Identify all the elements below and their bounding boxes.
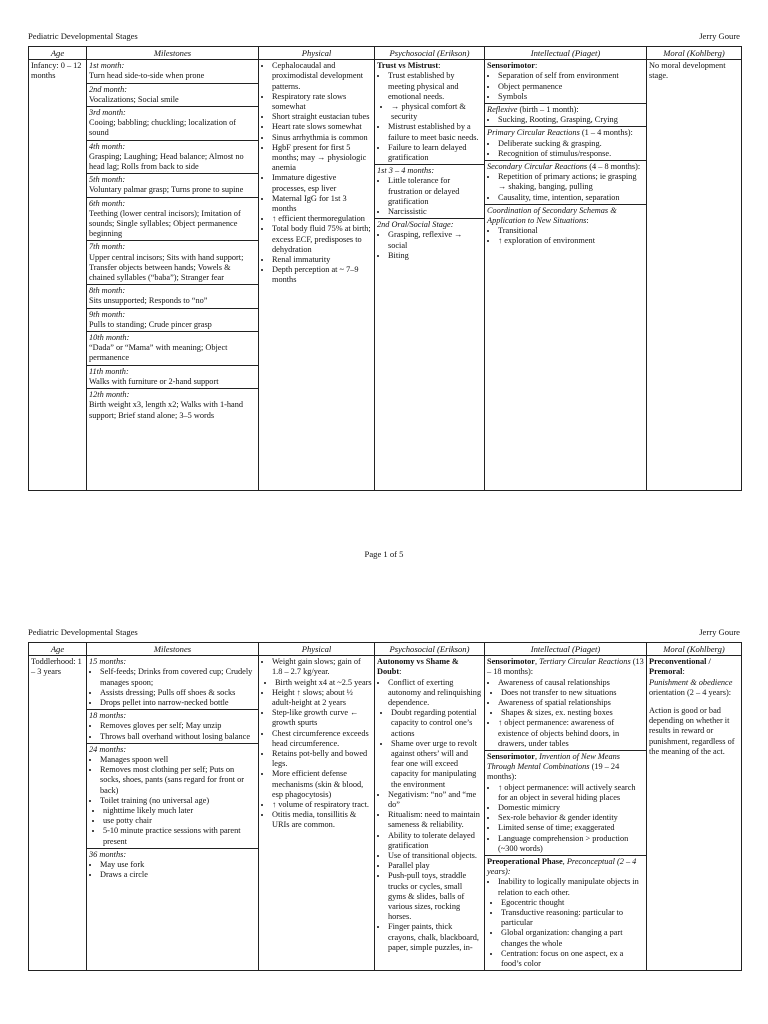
toddlerhood-row [29, 656, 742, 971]
int-coordination-heading: Coordination of Secondary Schemas & Application to New Situations [487, 205, 617, 226]
column-age-2: Age [29, 643, 87, 656]
psy-item: • Biting [388, 251, 482, 261]
int-item: • Domestic mimicry [498, 803, 644, 813]
moral-description: Action is good or bad depending on whether it results in reward or punishment, regardless of the meaning of the act. [649, 706, 735, 756]
int-subitem: • Shapes & sizes, ex. nesting boxes [501, 708, 644, 718]
int-reflexive-age: (birth – 1 month): [517, 105, 579, 115]
column-moral: Moral (Kohlberg) [647, 47, 742, 60]
column-intellectual-2: Intellectual (Piaget) [485, 643, 647, 656]
milestone-month: 3rd month: [89, 108, 126, 118]
moral-substage-heading: Punishment & obedience [649, 677, 733, 687]
milestone-text: Vocalizations; Social smile [89, 94, 179, 104]
physical-item: • More efficient defense mechanisms (skin & blood, esp phagocytosis) [272, 769, 372, 800]
milestone-month: 7th month: [89, 242, 126, 252]
physical-item: • Height ↑ slows; about ½ adult-height at 2 years [272, 688, 372, 708]
int2-title: Sensorimotor [487, 657, 535, 667]
psy2-stage-title: Autonomy vs Shame & Doubt [377, 657, 459, 677]
psychosocial-cell-2: Autonomy vs Shame & Doubt: • Conflict of exerting autonomy and relinquishing dependence. • Doubt regarding potential capacity to control one’s actions • Shame over urge to revolt against others’ will and fear one will exceed capacity for manipulating the environment • Negativism: “no” and “me do” • Ritualism: need to maintain sameness & reliability. • Ability to tolerate delayed gratification • Use of transitional objects. • Parallel play • Push-pull toys, straddle trucks or cycles, small gyms & slides, balls of various sizes, rocking horses. • Finger paints, thick crayons, chalk, blackboard, paper, simple puzzles, in- [375, 656, 485, 971]
milestone-text: Upper central incisors; Sits with hand support; Transfer objects between hands; Vowels & chained syllables (“baba”); Stranger fear [89, 252, 244, 283]
psy-subitem: • → physical comfort & security [391, 102, 482, 122]
int-secondary-heading: Secondary Circular Reactions [487, 162, 588, 172]
column-intellectual: Intellectual (Piaget) [485, 47, 647, 60]
psy-item: • Parallel play [388, 861, 482, 871]
milestone-item: • Throws ball overhand without losing balance [100, 732, 256, 742]
physical-item: • Chest circumference exceeds head circumference. [272, 729, 372, 749]
column-physical: Physical [259, 47, 375, 60]
column-milestones-2: Milestones [87, 643, 259, 656]
column-psychosocial: Psychosocial (Erikson) [375, 47, 485, 60]
int2-preop-title: Preoperational Phase [487, 857, 563, 867]
int-subitem: • Centration: focus on one aspect, ex a food’s color [501, 949, 644, 969]
physical-item: • ↑ volume of respiratory tract. [272, 800, 372, 810]
int-item: • Sex-role behavior & gender identity [498, 813, 644, 823]
int2-title-b: Sensorimotor [487, 752, 535, 762]
milestone-text: Birth weight x3, length x2; Walks with 1-hand support; Brief stand alone; 3–5 words [89, 400, 244, 420]
psy-item: • Narcissistic [388, 207, 482, 217]
physical-item: • Total body fluid 75% at birth; excess ECF, predisposes to dehydration [272, 224, 372, 255]
milestone-item: • Drops pellet into narrow-necked bottle [100, 698, 256, 708]
int-item: • Object permanence [498, 82, 644, 92]
milestone-text: Voluntary palmar grasp; Turns prone to supine [89, 185, 244, 195]
intellectual-cell-2: Sensorimotor, Tertiary Circular Reactions (13 – 18 months): • Awareness of causal relationships • Does not transfer to new situations • Awareness of spatial relationships • Shapes & sizes, ex. nesting boxes • ↑ object permanence: awareness of existence of objects behind doors, in drawers, under tables Sensorimotor, Invention of New Means Through Mental Combinations (19 – 24 months): • ↑ object permanence: will actively search for an object in several hiding places • Domestic mimicry • Sex-role behavior & gender identity • Limited sense of time; exaggerated • Language comprehension > production (~300 words) Preoperational Phase, Preconceptual (2 – 4 years): • Inability to logically manipulate objects in relation to each other. • Egocentric thought • Transductive reasoning: particular to particular • Global organization: changing a part changes the whole • Centration: focus on one aspect, ex a food’s color [485, 656, 647, 971]
int2-tertiary-age: (13 – 18 months): [487, 657, 644, 677]
author-name-2: Jerry Goure [699, 627, 740, 637]
psy-item: • Little tolerance for frustration or delayed gratification [388, 176, 482, 207]
milestone-item: • Removes gloves per self; May unzip [100, 721, 256, 731]
int2-tertiary-heading: Tertiary Circular Reactions [539, 657, 631, 667]
physical-item: • Respiratory rate slows somewhat [272, 92, 372, 112]
int-item: • Language comprehension > production (~300 words) [498, 834, 644, 854]
milestone-item: • Draws a circle [100, 870, 256, 880]
int-primary-heading: Primary Circular Reactions [487, 128, 580, 138]
milestone-item: • Toilet training (no universal age) [100, 796, 256, 806]
milestone-subitem: • use potty chair [103, 816, 256, 826]
physical-item: • Retains pot-belly and bowed legs. [272, 749, 372, 769]
milestone-month: 11th month: [89, 366, 129, 376]
milestone-subitem: • nighttime likely much later [103, 806, 256, 816]
column-physical-2: Physical [259, 643, 375, 656]
int-subitem: • Egocentric thought [501, 898, 644, 908]
int-reflexive-heading: Reflexive [487, 105, 518, 115]
int-item: • Deliberate sucking & grasping. [498, 139, 644, 149]
psy-item: • Push-pull toys, straddle trucks or cycles, small gyms & slides, balls of various sizes, rocking horses. [388, 871, 482, 922]
psy-item: • Use of transitional objects. [388, 851, 482, 861]
page-2-header [28, 627, 740, 637]
psy-item: • Ritualism: need to maintain sameness & reliability. [388, 810, 482, 830]
physical-item: • Step-like growth curve ← growth spurts [272, 708, 372, 728]
int-secondary-age: (4 – 8 months): [587, 162, 641, 172]
physical-item: • Heart rate slows somewhat [272, 122, 372, 132]
psy-item: • Failure to learn delayed gratification [388, 143, 482, 163]
int2-invention-age: (19 – 24 months): [487, 762, 620, 782]
moral-stage-title: Preconventional / Premoral [649, 657, 711, 677]
int-item: • Transitional [498, 226, 644, 236]
int-item: • Awareness of causal relationships [498, 678, 644, 688]
milestone-text: Cooing; babbling; chuckling; localization of sound [89, 118, 237, 138]
moral-cell-2: Preconventional / Premoral: Punishment & obedience orientation (2 – 4 years): Action is good or bad depending on whether it results in reward or punishment, regardless of the meaning of the act. [647, 656, 742, 971]
milestone-month: 1st month: [89, 61, 125, 71]
milestone-month: 6th month: [89, 198, 126, 208]
int-item: • Symbols [498, 92, 644, 102]
physical-item: • HgbF present for first 5 months; may → physiologic anemia [272, 143, 372, 174]
int-coordination-colon: : [586, 216, 589, 226]
milestone-text: Teething (lower central incisors); Imitation of sounds; Single syllables; Object permanence beginning [89, 208, 241, 239]
milestone-text: Pulls to standing; Crude pincer grasp [89, 319, 212, 329]
int-item: • Inability to logically manipulate objects in relation to each other. [498, 877, 644, 897]
physical-item: • Renal immaturity [272, 255, 372, 265]
int-subitem: • Global organization: changing a part changes the whole [501, 928, 644, 948]
int2-preconceptual-heading: Preconceptual (2 – 4 years): [487, 857, 637, 877]
psy-item: • Negativism: “no” and “me do” [388, 790, 482, 810]
int-item: • Awareness of spatial relationships [498, 698, 644, 708]
int-subitem: • Transductive reasoning: particular to particular [501, 908, 644, 928]
int-subitem: • Does not transfer to new situations [501, 688, 644, 698]
moral-substage-age: orientation (2 – 4 years): [649, 687, 732, 697]
milestone-subitem: • 5-10 minute practice sessions with parent present [103, 826, 256, 846]
int-item: • Sucking, Rooting, Grasping, Crying [498, 115, 644, 125]
milestone-item: • Removes most clothing per self; Puts on socks, shoes, pants (sans regard for front or back) [100, 765, 256, 796]
m18-heading: 18 months: [89, 711, 127, 721]
intellectual-cell: Sensorimotor: • Separation of self from environment • Object permanence • Symbols Reflexive (birth – 1 month): • Sucking, Rooting, Grasping, Crying Primary Circular Reactions (1 – 4 months): • Deliberate sucking & grasping. • Recognition of stimulus/response. Secondary Circular Reactions (4 – 8 months): • Repetition of primary actions; ie grasping → shaking, banging, pulling • Causality, time, intention, separation Coordination of Secondary Schemas & Application to New Situations: • Transitional • ↑ exploration of environment [485, 60, 647, 491]
milestone-text: Turn head side-to-side when prone [89, 71, 205, 81]
psy-item: • Finger paints, thick crayons, chalk, blackboard, paper, simple puzzles, in- [388, 922, 482, 953]
int-stage-title: Sensorimotor [487, 61, 535, 71]
milestone-month: 10th month: [89, 333, 130, 343]
column-psychosocial-2: Psychosocial (Erikson) [375, 643, 485, 656]
psy-item: • Mistrust established by a failure to meet basic needs. [388, 122, 482, 142]
age-cell-2: Toddlerhood: 1 – 3 years [29, 656, 87, 971]
moral-cell: No moral development stage. [647, 60, 742, 491]
int-item: • ↑ exploration of environment [498, 236, 644, 246]
milestone-text: “Dada” or “Mama” with meaning; Object permanence [89, 343, 228, 363]
milestone-month: 12th month: [89, 390, 130, 400]
int-item: • Limited sense of time; exaggerated [498, 823, 644, 833]
milestone-item: • Self-feeds; Drinks from covered cup; Crudely manages spoon; [100, 667, 256, 687]
int-item: • Causality, time, intention, separation [498, 193, 644, 203]
physical-item: • Weight gain slows; gain of 1.8 – 2.7 kg/year. [272, 657, 372, 677]
psy-item: • Ability to tolerate delayed gratification [388, 831, 482, 851]
int2-title-sep: , [534, 657, 540, 667]
document-title-2: Pediatric Developmental Stages [28, 627, 138, 637]
int-item: • ↑ object permanence: awareness of existence of objects behind doors, in drawers, under tables [498, 718, 644, 749]
milestone-item: • May use fork [100, 860, 256, 870]
psy-subitem: • Doubt regarding potential capacity to control one’s actions [391, 708, 482, 739]
psy-subitem: • Shame over urge to revolt against others’ will and fear one will exceed capacity for manipulating the environment [391, 739, 482, 790]
physical-item: • Otitis media, tonsillitis & URIs are common. [272, 810, 372, 830]
milestone-text: Sits unsupported; Responds to “no” [89, 296, 208, 306]
milestone-month: 8th month: [89, 286, 126, 296]
psy-substage-heading: 1st 3 – 4 months: [377, 166, 435, 176]
psy-stage-title: Trust vs Mistrust [377, 61, 439, 71]
page-number: Page 1 of 5 [364, 549, 404, 559]
physical-subitem: • Birth weight x4 at ~2.5 years [275, 678, 372, 688]
int-item: • ↑ object permanence: will actively search for an object in several hiding places [498, 783, 644, 803]
m36-heading: 36 months: [89, 849, 127, 859]
m15-heading: 15 months: [89, 657, 127, 667]
column-moral-2: Moral (Kohlberg) [647, 643, 742, 656]
physical-cell-2 [259, 656, 375, 971]
column-milestones: Milestones [87, 47, 259, 60]
int-item: • Separation of self from environment [498, 71, 644, 81]
milestone-item: • Assists dressing; Pulls off shoes & socks [100, 688, 256, 698]
age-cell: Infancy: 0 – 12 months [29, 60, 87, 491]
psy-item: • Conflict of exerting autonomy and relinquishing dependence. [388, 678, 482, 709]
int-primary-age: (1 – 4 months): [579, 128, 633, 138]
milestones-cell-2 [87, 656, 259, 971]
milestone-month: 5th month: [89, 175, 126, 185]
column-age: Age [29, 47, 87, 60]
physical-item: • Short straight eustacian tubes [272, 112, 372, 122]
int-item: • Repetition of primary actions; ie grasping → shaking, banging, pulling [498, 172, 644, 192]
psy-oral-stage-heading: 2nd Oral/Social Stage: [377, 220, 454, 230]
milestone-month: 9th month: [89, 309, 126, 319]
milestone-text: Grasping; Laughing; Head balance; Almost no head lag; Rolls from back to side [89, 151, 244, 172]
physical-item: • Maternal IgG for 1st 3 months [272, 194, 372, 214]
physical-item: • Immature digestive processes, esp liver [272, 173, 372, 193]
physical-item: • Depth perception at ~ 7–9 months [272, 265, 372, 285]
physical-item: • Sinus arrhythmia is common [272, 133, 372, 143]
column-header-row-2 [29, 643, 742, 656]
milestone-month: 2nd month: [89, 84, 128, 94]
physical-item: • Cephalocaudal and proximodistal development patterns. [272, 61, 372, 92]
stages-table-page-2 [28, 642, 742, 971]
psy-item: • Trust established by meeting physical and emotional needs. [388, 71, 482, 102]
m24-heading: 24 months: [89, 744, 127, 754]
int2-invention-heading: Invention of New Means Through Mental Combinations [487, 752, 620, 772]
psychosocial-cell: Trust vs Mistrust: • Trust established by meeting physical and emotional needs. • → physical comfort & security • Mistrust established by a failure to meet basic needs. • Failure to learn delayed gratification 1st 3 – 4 months: • Little tolerance for frustration or delayed gratification • Narcissistic 2nd Oral/Social Stage: • Grasping, reflexive → social • Biting [375, 60, 485, 491]
milestone-month: 4th month: [89, 141, 126, 151]
psy-item: • Grasping, reflexive → social [388, 230, 482, 250]
milestone-item: • Manages spoon well [100, 755, 256, 765]
author-name: Jerry Goure [699, 31, 740, 41]
physical-item: • ↑ efficient thermoregulation [272, 214, 372, 224]
document-title: Pediatric Developmental Stages [28, 31, 138, 41]
milestone-text: Walks with furniture or 2-hand support [89, 376, 219, 386]
int-item: • Recognition of stimulus/response. [498, 149, 644, 159]
